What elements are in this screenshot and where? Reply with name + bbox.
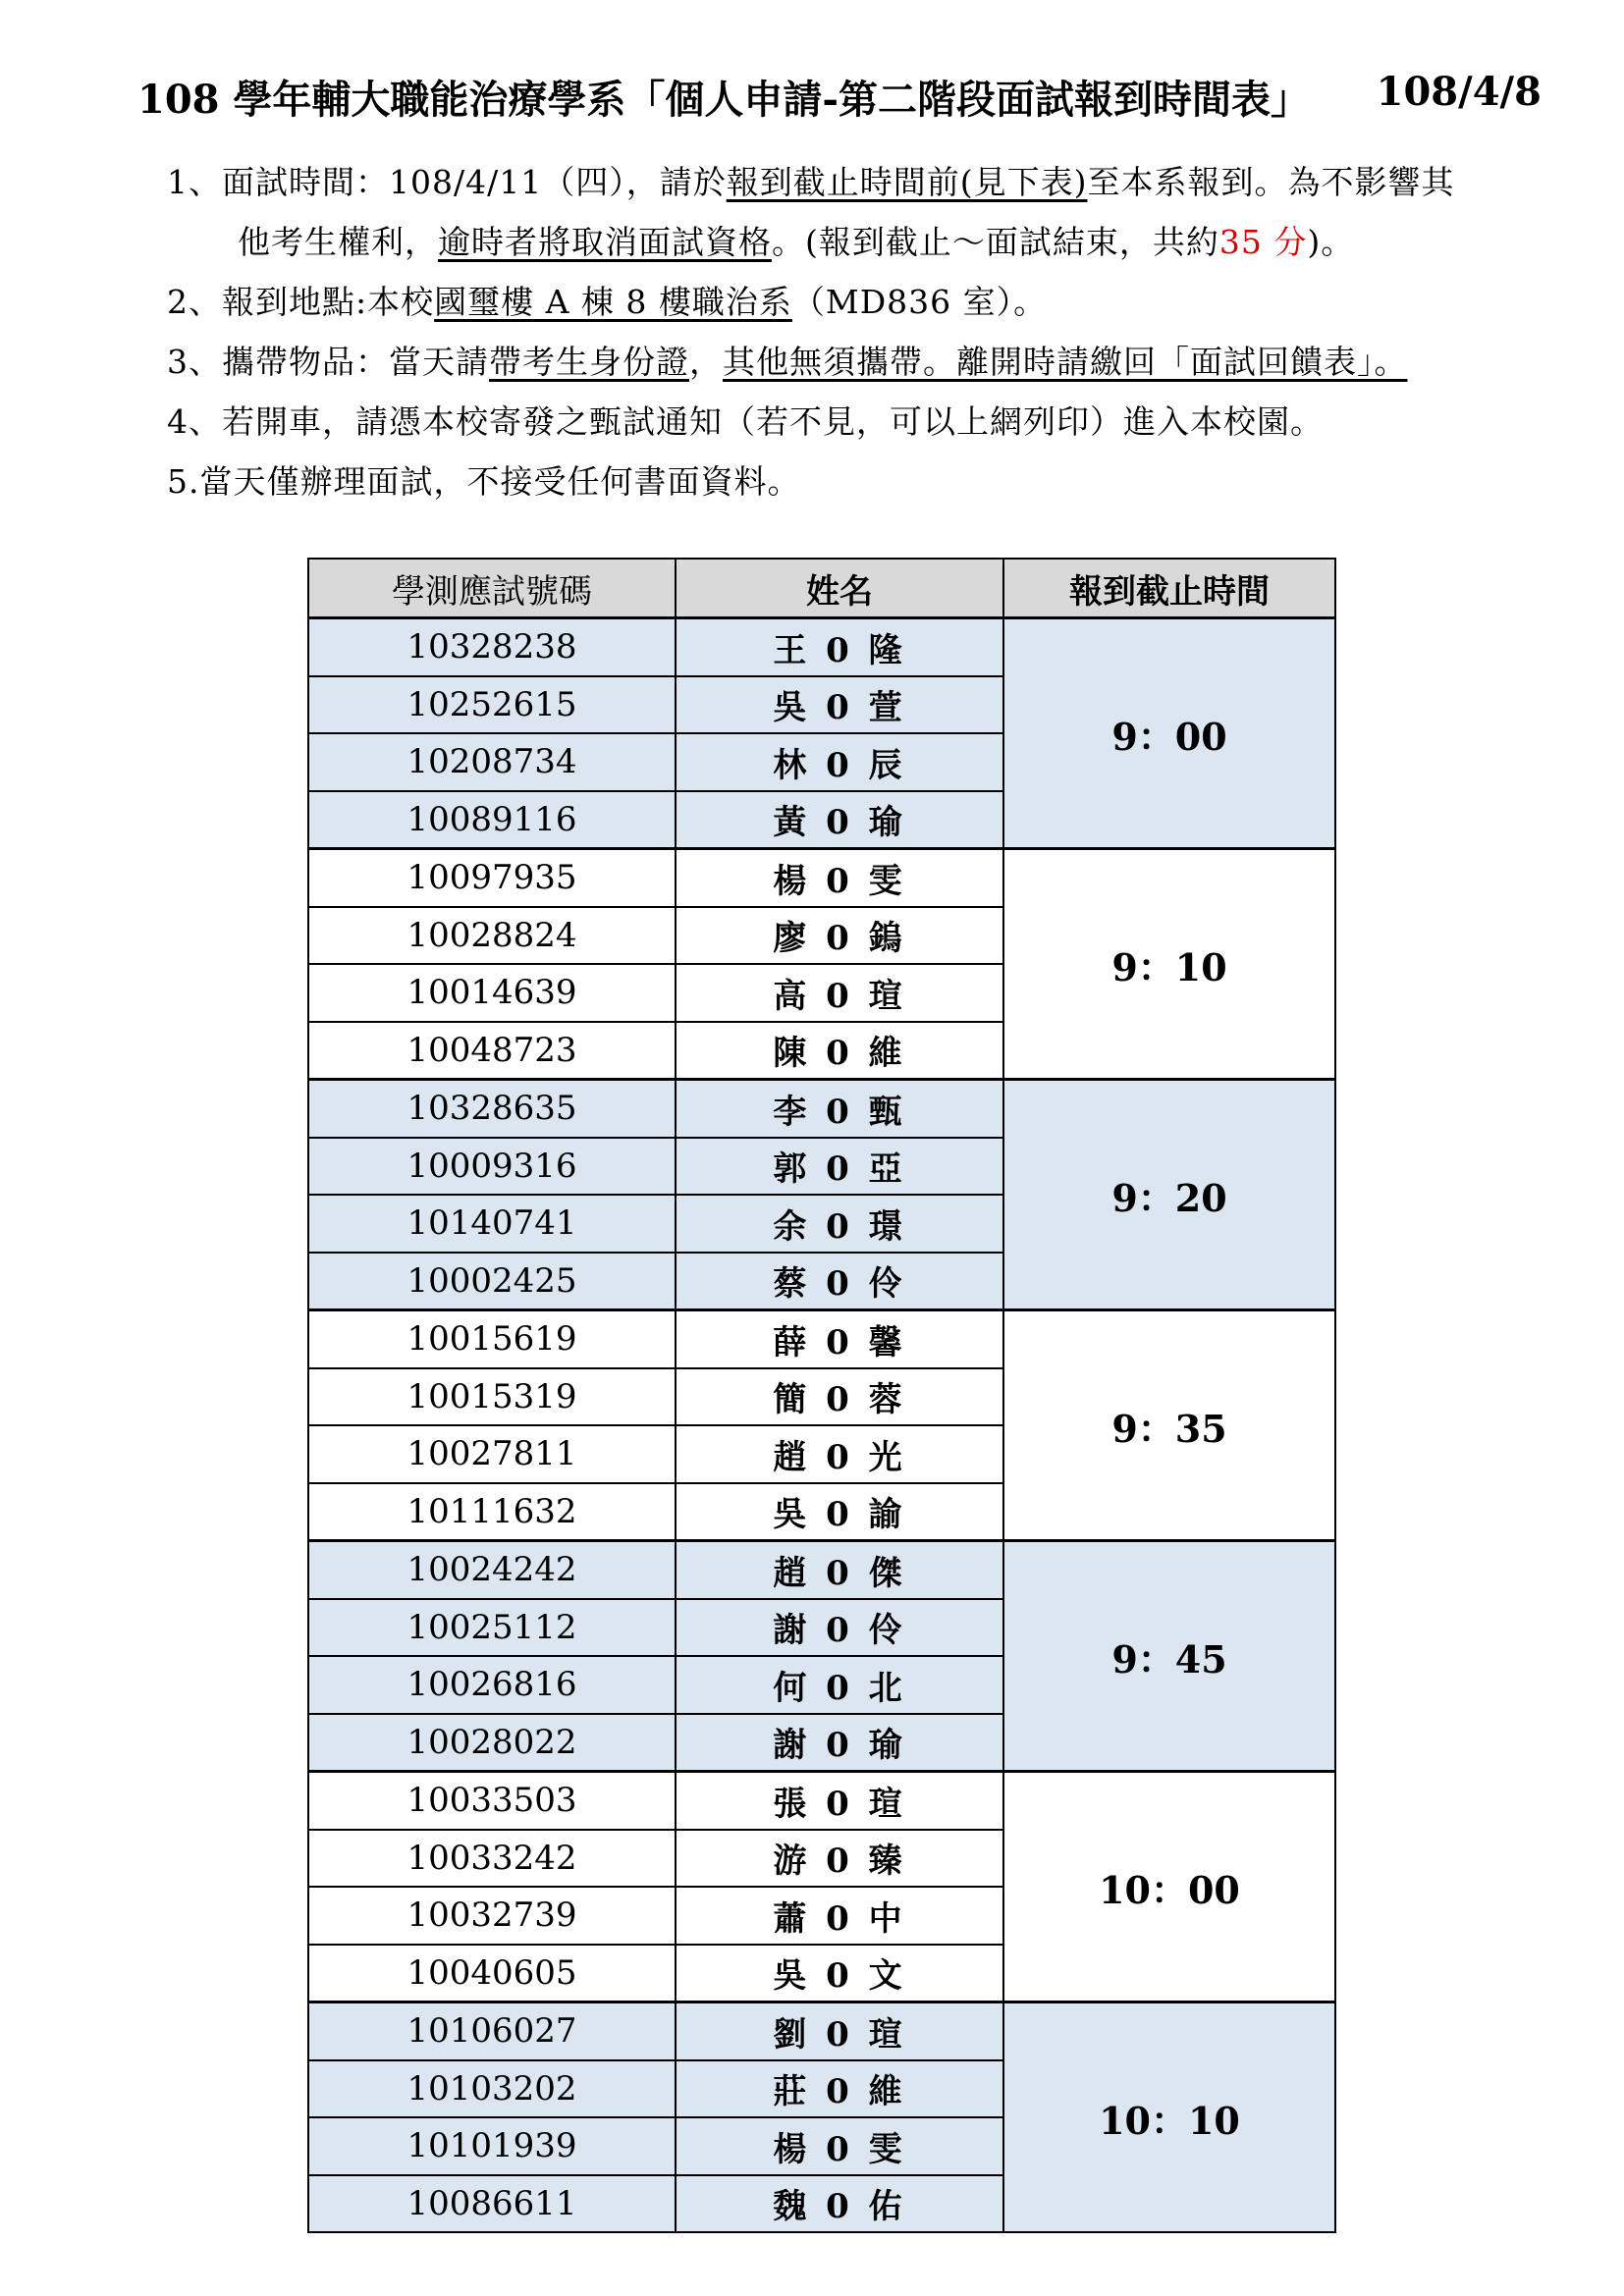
note-1-text-cont: 他考生權利， [238, 223, 438, 261]
deadline-time-cell: 10：00 [1003, 1772, 1335, 2002]
exam-number-cell: 10040605 [308, 1945, 676, 2002]
name-cell: 謝 0 伶 [676, 1599, 1003, 1657]
header-name: 姓名 [676, 559, 1003, 618]
table-row [308, 1541, 1335, 1599]
note-2-location-emphasis: 國璽樓 A 棟 8 樓職治系 [434, 283, 792, 321]
exam-number-cell: 10101939 [308, 2117, 676, 2175]
exam-number-cell: 10015319 [308, 1368, 676, 1426]
note-1-text: 1、面試時間：108/4/11（四），請於 [167, 163, 727, 201]
table-row [308, 2002, 1335, 2060]
document-date: 108/4/8 [1376, 69, 1542, 115]
exam-number-cell: 10328238 [308, 618, 676, 676]
exam-number-cell: 10048723 [308, 1022, 676, 1080]
name-cell: 余 0 璟 [676, 1195, 1003, 1253]
exam-number-cell: 10089116 [308, 791, 676, 849]
schedule-body [308, 618, 1335, 2233]
name-cell: 陳 0 維 [676, 1022, 1003, 1080]
schedule-table [307, 558, 1336, 2233]
exam-number-cell: 10028824 [308, 907, 676, 965]
exam-number-cell: 10111632 [308, 1483, 676, 1541]
exam-number-cell: 10025112 [308, 1599, 676, 1657]
name-cell: 吳 0 諭 [676, 1483, 1003, 1541]
name-cell: 吳 0 萱 [676, 676, 1003, 734]
deadline-time-cell: 9：20 [1003, 1080, 1335, 1310]
name-cell: 趙 0 光 [676, 1425, 1003, 1483]
note-2-room: （MD836 室）。 [791, 283, 1048, 321]
note-1-duration-text: 。(報到截止～面試結束，共約 [772, 223, 1219, 261]
note-3-id-emphasis: 帶考生身份證 [489, 343, 689, 381]
name-cell: 魏 0 佑 [676, 2175, 1003, 2233]
exam-number-cell: 10140741 [308, 1195, 676, 1253]
note-4: 4、若開車，請憑本校寄發之甄試通知（若不見，可以上網列印）進入本校園。 [167, 402, 1324, 441]
exam-number-cell: 10103202 [308, 2060, 676, 2118]
name-cell: 王 0 隆 [676, 618, 1003, 676]
exam-number-cell: 10032739 [308, 1887, 676, 1945]
table-row [308, 618, 1335, 676]
name-cell: 吳 0 文 [676, 1945, 1003, 2002]
name-cell: 高 0 瑄 [676, 964, 1003, 1022]
exam-number-cell: 10033242 [308, 1830, 676, 1888]
name-cell: 薛 0 馨 [676, 1310, 1003, 1368]
header-exam-number: 學測應試號碼 [308, 559, 676, 618]
name-cell: 蕭 0 中 [676, 1887, 1003, 1945]
note-1-text-mid: 至本系報到。為不影響其 [1087, 163, 1455, 201]
exam-number-cell: 10208734 [308, 733, 676, 791]
table-row [308, 849, 1335, 907]
name-cell: 楊 0 雯 [676, 2117, 1003, 2175]
name-cell: 郭 0 亞 [676, 1138, 1003, 1196]
exam-number-cell: 10024242 [308, 1541, 676, 1599]
name-cell: 趙 0 傑 [676, 1541, 1003, 1599]
document-title: 108 學年輔大職能治療學系「個人申請-第二階段面試報到時間表」 [137, 77, 1311, 123]
name-cell: 黃 0 瑜 [676, 791, 1003, 849]
note-3-return-emphasis: 其他無須攜帶。離開時請繳回「面試回饋表」。 [723, 343, 1408, 381]
name-cell: 何 0 北 [676, 1656, 1003, 1714]
table-header-row [308, 559, 1335, 618]
note-3 [167, 332, 1542, 392]
name-cell: 林 0 辰 [676, 733, 1003, 791]
note-1-text-end: )。 [1307, 223, 1355, 261]
exam-number-cell: 10106027 [308, 2002, 676, 2060]
deadline-time-cell: 9：35 [1003, 1310, 1335, 1541]
exam-number-cell: 10014639 [308, 964, 676, 1022]
exam-number-cell: 10027811 [308, 1425, 676, 1483]
name-cell: 劉 0 瑄 [676, 2002, 1003, 2060]
name-cell: 謝 0 瑜 [676, 1714, 1003, 1772]
exam-number-cell: 10097935 [308, 849, 676, 907]
deadline-time-cell: 9：45 [1003, 1541, 1335, 1772]
name-cell: 莊 0 維 [676, 2060, 1003, 2118]
header-deadline: 報到截止時間 [1003, 559, 1335, 618]
note-3-text: 3、攜帶物品：當天請 [167, 343, 489, 381]
exam-number-cell: 10252615 [308, 676, 676, 734]
deadline-time-cell: 9：10 [1003, 849, 1335, 1080]
note-2-text: 2、報到地點:本校 [167, 283, 435, 321]
note-1-deadline-emphasis: 報到截止時間前(見下表) [726, 163, 1088, 201]
exam-number-cell: 10009316 [308, 1138, 676, 1196]
note-1-line-2 [167, 212, 1542, 272]
name-cell: 簡 0 蓉 [676, 1368, 1003, 1426]
table-row [308, 1080, 1335, 1138]
table-row [308, 1310, 1335, 1368]
page-title [137, 69, 1542, 128]
table-row [308, 1772, 1335, 1830]
name-cell: 張 0 瑄 [676, 1772, 1003, 1830]
exam-number-cell: 10026816 [308, 1656, 676, 1714]
note-2 [167, 272, 1542, 332]
note-1-line-1 [167, 152, 1542, 212]
exam-number-cell: 10033503 [308, 1772, 676, 1830]
note-3-separator: ， [689, 343, 723, 381]
exam-number-cell: 10086611 [308, 2175, 676, 2233]
note-1-duration-value: 35 分 [1218, 223, 1308, 261]
deadline-time-cell: 9：00 [1003, 618, 1335, 849]
exam-number-cell: 10015619 [308, 1310, 676, 1368]
exam-number-cell: 10328635 [308, 1080, 676, 1138]
name-cell: 李 0 甄 [676, 1080, 1003, 1138]
name-cell: 楊 0 雯 [676, 849, 1003, 907]
note-5: 5.當天僅辦理面試，不接受任何書面資料。 [167, 462, 801, 501]
deadline-time-cell: 10：10 [1003, 2002, 1335, 2233]
notes-section [167, 152, 1542, 511]
exam-number-cell: 10002425 [308, 1253, 676, 1310]
name-cell: 蔡 0 伶 [676, 1253, 1003, 1310]
name-cell: 游 0 臻 [676, 1830, 1003, 1888]
name-cell: 廖 0 鎢 [676, 907, 1003, 965]
note-1-cancel-emphasis: 逾時者將取消面試資格 [438, 223, 772, 261]
exam-number-cell: 10028022 [308, 1714, 676, 1772]
